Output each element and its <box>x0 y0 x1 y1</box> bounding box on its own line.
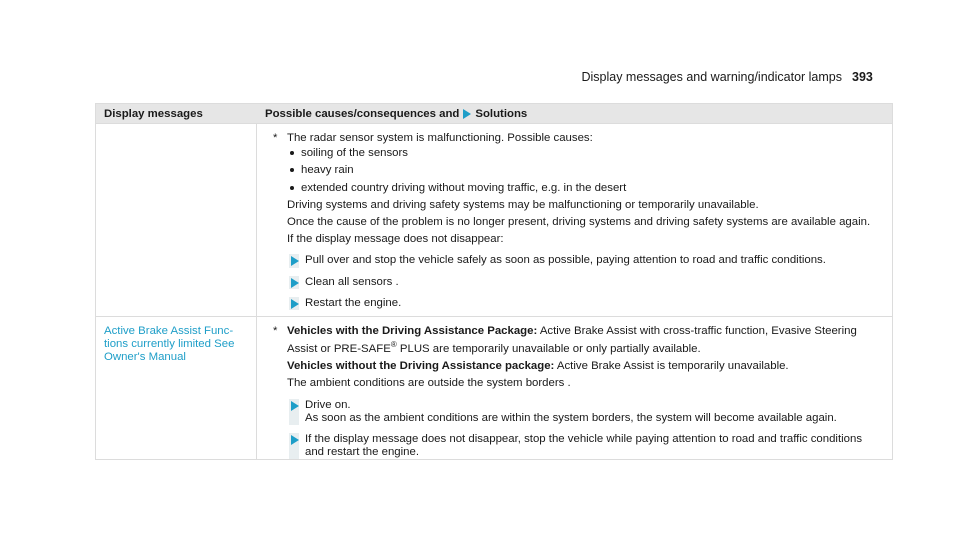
cause-list <box>273 147 882 195</box>
with-package-heading: Vehicles with the Driving Assistance Package: <box>287 325 538 337</box>
solution-step <box>273 433 882 459</box>
consequence-text: Driving systems and driving safety systems may be malfunctioning or temporarily unavailable. <box>287 198 759 211</box>
solution-step <box>273 276 882 289</box>
cause-intro-text: The radar sensor system is malfunctioning. Possible causes: <box>287 132 593 144</box>
table-row <box>96 123 892 316</box>
step-arrow-icon <box>291 278 299 288</box>
column-header-display-messages: Display messages <box>104 107 203 120</box>
step-arrow-icon <box>291 401 299 411</box>
step-arrow-icon <box>291 435 299 445</box>
ambient-conditions-text: The ambient conditions are outside the system borders . <box>287 377 571 390</box>
solution-step <box>273 254 882 267</box>
solution-arrow-icon <box>463 109 471 119</box>
without-package-heading: Vehicles without the Driving Assistance package: <box>287 360 555 373</box>
running-header-title: Display messages and warning/indicator lamps <box>581 70 842 84</box>
registered-mark: ® <box>390 340 397 350</box>
without-package-text: Active Brake Assist is temporarily unavailable. <box>556 360 789 373</box>
causes-solutions-cell <box>257 317 892 459</box>
display-messages-table <box>95 103 893 460</box>
column-header-solutions-label: Solutions <box>475 107 528 120</box>
with-package-text-b: PLUS are temporarily unavailable or only partially available. <box>399 343 701 355</box>
table-header <box>96 104 892 123</box>
step-text: Clean all sensors . <box>305 275 399 288</box>
step-text: If the display message does not disappear, stop the vehicle while paying attention to road and traffic conditions and restart the engine. <box>305 433 863 459</box>
with-package-text-a: Active Brake Assist with cross-traffic function, Evasive Steering Assist or PRE-SAFE <box>287 325 857 355</box>
package-note <box>273 325 882 356</box>
column-header-causes-label: Possible causes/consequences and <box>265 107 460 120</box>
solution-step <box>273 399 882 425</box>
recovery-text: Once the cause of the problem is no longer present, driving systems and driving safety systems are available again. <box>287 216 871 229</box>
step-text: Pull over and stop the vehicle safely as soon as possible, paying attention to road and traffic conditions. <box>305 254 826 267</box>
list-item: extended country driving without moving traffic, e.g. in the desert <box>301 182 882 195</box>
list-item: soiling of the sensors <box>301 147 882 160</box>
step-text: Drive on. <box>305 398 351 411</box>
asterisk-marker: * <box>273 325 278 337</box>
step-text: Restart the engine. <box>305 296 402 309</box>
display-message-cell: Active Brake Assist Func-tions currently limited See Owner's Manual <box>96 317 257 459</box>
cause-intro <box>273 132 882 145</box>
causes-solutions-cell <box>257 124 892 316</box>
list-item: heavy rain <box>301 164 882 177</box>
condition-text: If the display message does not disappear: <box>287 233 504 246</box>
column-header-causes-solutions <box>257 108 892 120</box>
step-arrow-icon <box>291 256 299 266</box>
asterisk-marker: * <box>273 132 278 144</box>
step-arrow-icon <box>291 299 299 309</box>
table-row <box>96 316 892 459</box>
step-detail-text: As soon as the ambient conditions are within the system borders, the system will become available again. <box>305 411 837 424</box>
solution-step <box>273 297 882 310</box>
page-number: 393 <box>852 70 873 84</box>
display-message-cell <box>96 124 257 316</box>
